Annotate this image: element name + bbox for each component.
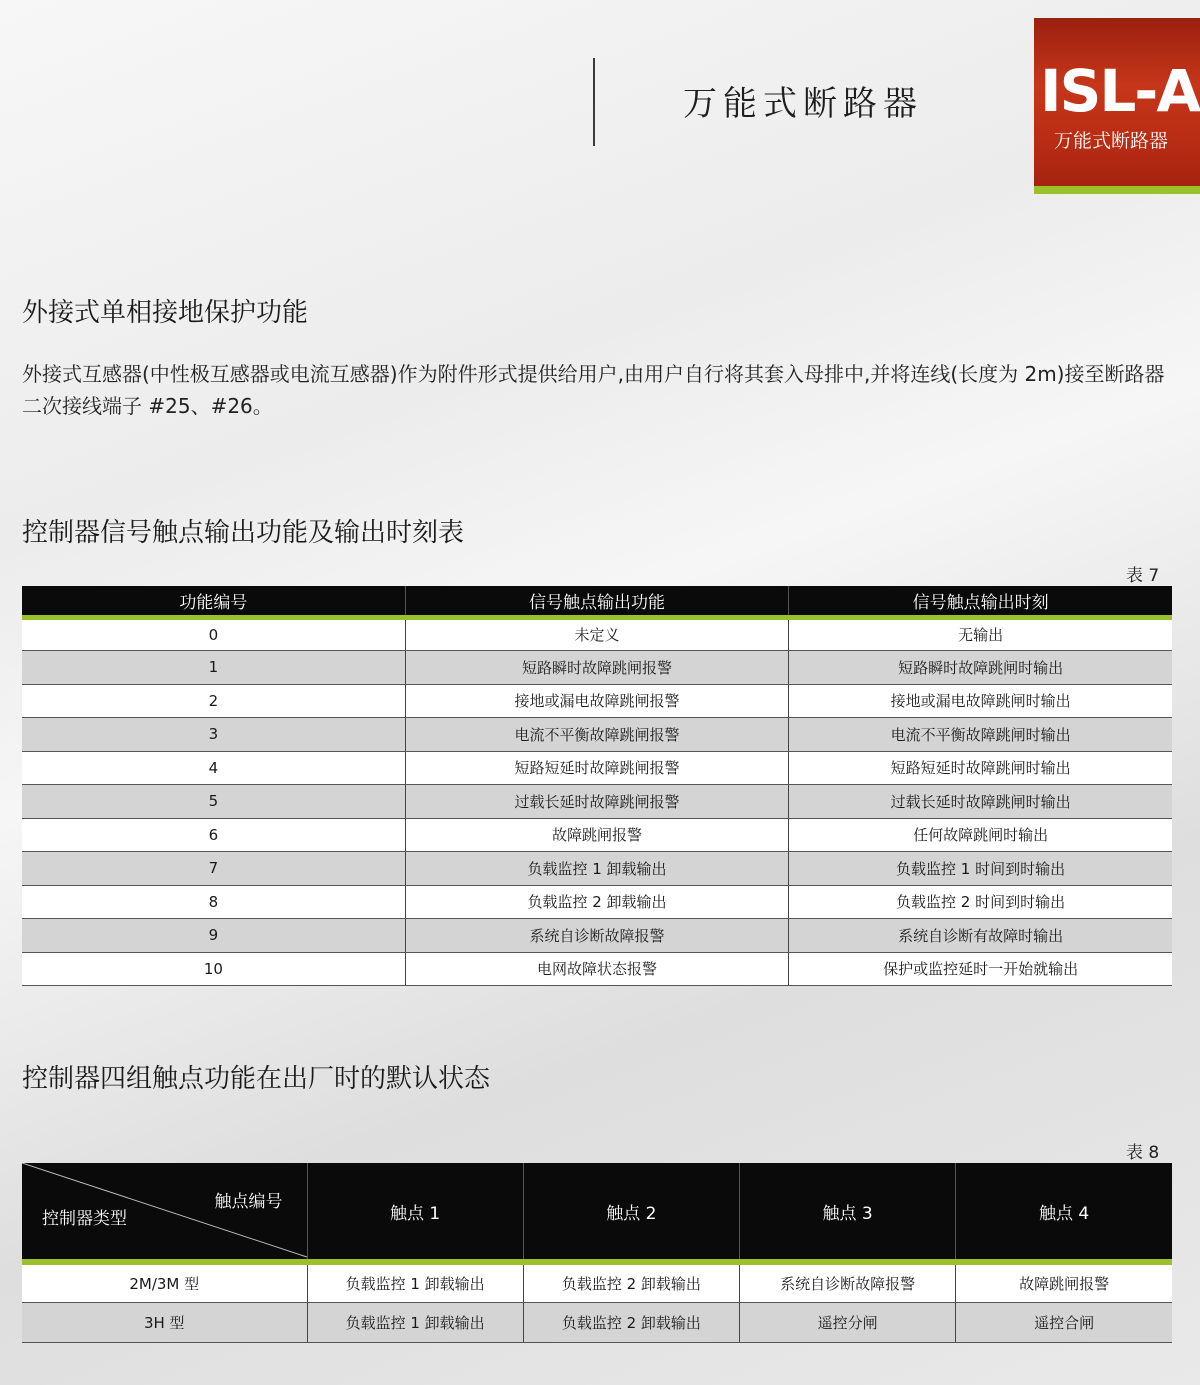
table-cell: 保护或监控延时一开始就输出 [789, 952, 1172, 986]
table-row [22, 952, 1172, 986]
table-cell: 负载监控 1 卸载输出 [307, 1262, 523, 1302]
table-row [22, 718, 1172, 752]
table-cell: 7 [22, 852, 405, 886]
table-cell: 8 [22, 885, 405, 919]
table-cell: 6 [22, 818, 405, 852]
table-cell: 电网故障状态报警 [405, 952, 788, 986]
table-row [22, 885, 1172, 919]
column-header: 触点 3 [740, 1163, 956, 1262]
table-cell: 系统自诊断故障报警 [405, 919, 788, 953]
table-cell: 短路短延时故障跳闸报警 [405, 751, 788, 785]
section-heading-grounding: 外接式单相接地保护功能 [22, 298, 309, 328]
column-header: 触点 4 [956, 1163, 1172, 1262]
table-cell: 负载监控 2 时间到时输出 [789, 885, 1172, 919]
table-cell: 4 [22, 751, 405, 785]
logo-mark: ISL-A [1040, 57, 1200, 125]
table-row [22, 751, 1172, 785]
table-cell: 无输出 [789, 617, 1172, 651]
table-cell: 故障跳闸报警 [956, 1262, 1172, 1302]
table-cell: 5 [22, 785, 405, 819]
section-paragraph-grounding: 外接式互感器(中性极互感器或电流互感器)作为附件形式提供给用户,由用户自行将其套入母排中,并将连线(长度为 2m)接至断路器二次接线端子 #25、#26。 [22, 362, 1165, 418]
column-header: 信号触点输出时刻 [789, 586, 1172, 617]
table-row [22, 1302, 1172, 1342]
table-cell: 3 [22, 718, 405, 752]
table-cell: 9 [22, 919, 405, 953]
table-cell: 接地或漏电故障跳闸时输出 [789, 684, 1172, 718]
corner-label-contact: 触点编号 [214, 1192, 283, 1212]
table-8-label: 表 8 [1126, 1143, 1160, 1163]
table-row [22, 852, 1172, 886]
corner-header [22, 1163, 307, 1262]
table-cell: 0 [22, 617, 405, 651]
table-header-row [22, 1163, 1172, 1262]
signal-output-table [22, 586, 1172, 986]
table-cell: 遥控分闸 [740, 1302, 956, 1342]
table-row [22, 684, 1172, 718]
logo-subtitle: 万能式断路器 [1054, 130, 1169, 152]
table-cell: 短路短延时故障跳闸时输出 [789, 751, 1172, 785]
corner-label-controller: 控制器类型 [42, 1209, 127, 1229]
table-cell: 3H 型 [22, 1302, 307, 1342]
table-cell: 系统自诊断故障报警 [740, 1262, 956, 1302]
brand-logo [1034, 18, 1200, 194]
table-cell: 负载监控 2 卸载输出 [405, 885, 788, 919]
table-row [22, 919, 1172, 953]
column-header: 触点 1 [307, 1163, 523, 1262]
section-heading-default-state: 控制器四组触点功能在出厂时的默认状态 [22, 1064, 491, 1094]
table-7-label: 表 7 [1126, 566, 1160, 586]
table-cell: 电流不平衡故障跳闸时输出 [789, 718, 1172, 752]
table-cell: 任何故障跳闸时输出 [789, 818, 1172, 852]
table-cell: 2M/3M 型 [22, 1262, 307, 1302]
table-header-row [22, 586, 1172, 617]
table-cell: 2 [22, 684, 405, 718]
default-state-table [22, 1163, 1172, 1343]
table-row [22, 1262, 1172, 1302]
table-cell: 系统自诊断有故障时输出 [789, 919, 1172, 953]
table-cell: 负载监控 1 时间到时输出 [789, 852, 1172, 886]
table-cell: 负载监控 1 卸载输出 [405, 852, 788, 886]
table-row [22, 617, 1172, 651]
header-divider [593, 58, 595, 146]
page-title: 万能式断路器 [683, 84, 923, 124]
table-cell: 接地或漏电故障跳闸报警 [405, 684, 788, 718]
table-cell: 负载监控 2 卸载输出 [523, 1262, 739, 1302]
table-cell: 1 [22, 651, 405, 685]
table-cell: 未定义 [405, 617, 788, 651]
table-cell: 过载长延时故障跳闸时输出 [789, 785, 1172, 819]
table-cell: 故障跳闸报警 [405, 818, 788, 852]
table-cell: 过载长延时故障跳闸报警 [405, 785, 788, 819]
table-cell: 10 [22, 952, 405, 986]
table-row [22, 785, 1172, 819]
table-row [22, 818, 1172, 852]
column-header: 信号触点输出功能 [405, 586, 788, 617]
column-header: 功能编号 [22, 586, 405, 617]
table-cell: 短路瞬时故障跳闸时输出 [789, 651, 1172, 685]
table-cell: 负载监控 2 卸载输出 [523, 1302, 739, 1342]
table-cell: 负载监控 1 卸载输出 [307, 1302, 523, 1342]
table-row [22, 651, 1172, 685]
table-cell: 电流不平衡故障跳闸报警 [405, 718, 788, 752]
section-heading-signal-output: 控制器信号触点输出功能及输出时刻表 [22, 518, 465, 548]
column-header: 触点 2 [523, 1163, 739, 1262]
table-cell: 短路瞬时故障跳闸报警 [405, 651, 788, 685]
table-cell: 遥控合闸 [956, 1302, 1172, 1342]
